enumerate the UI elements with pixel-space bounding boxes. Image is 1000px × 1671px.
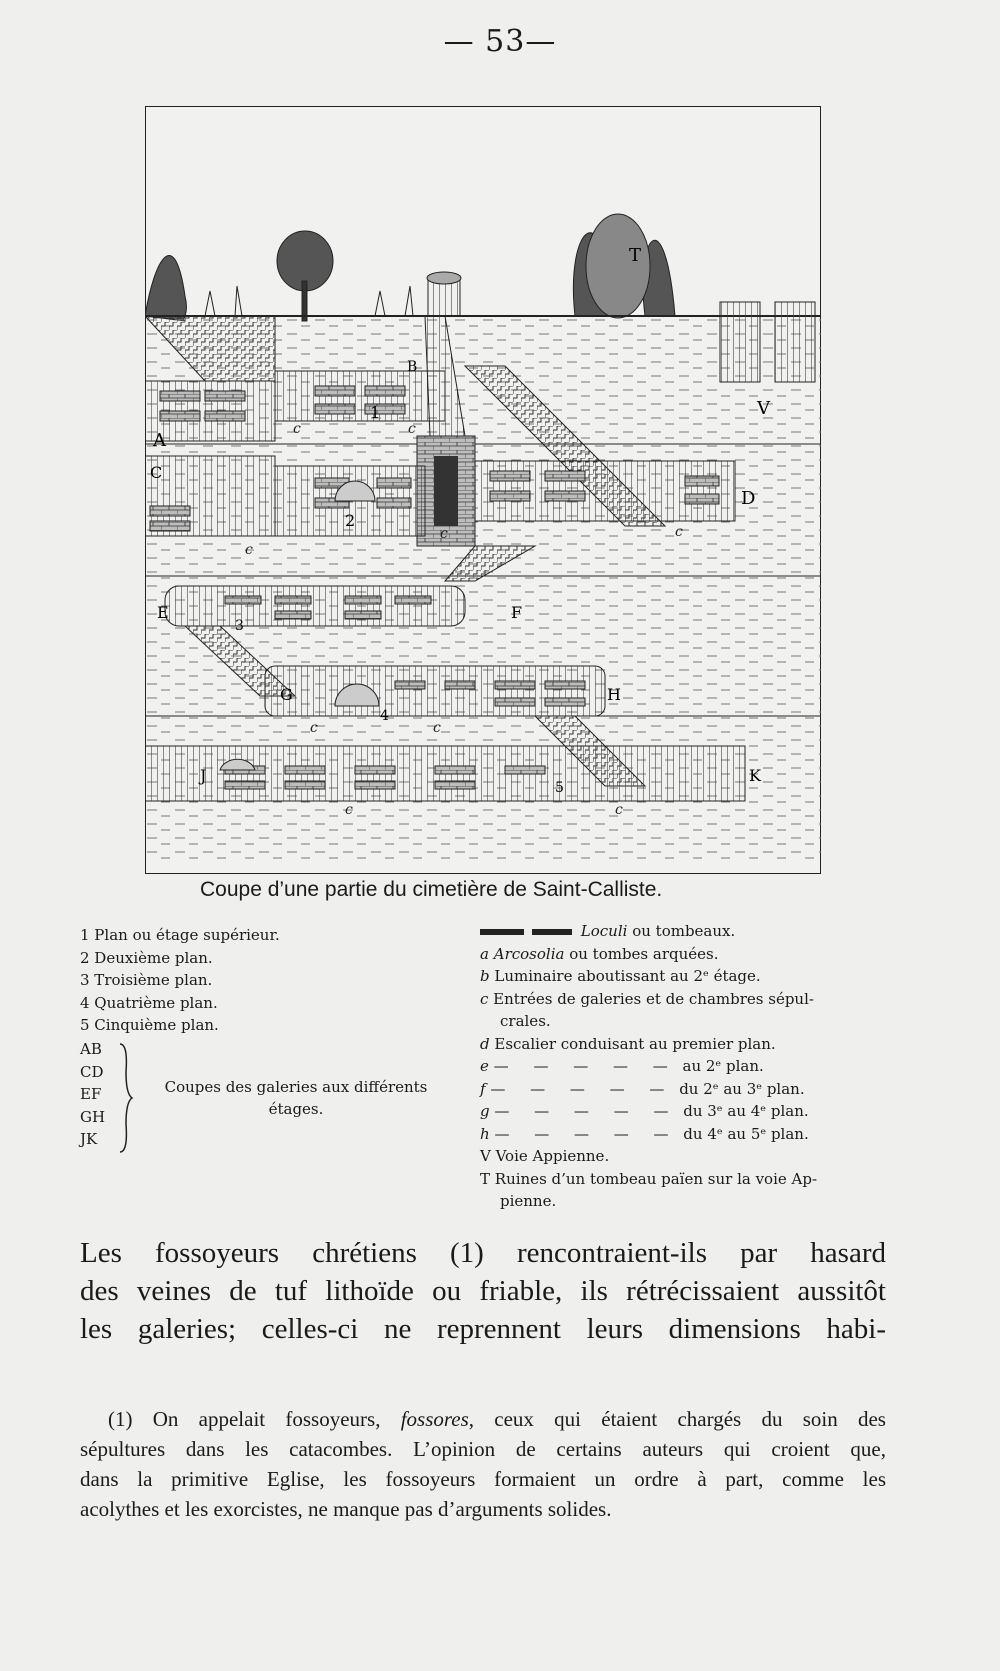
legend-code: GH [80,1107,106,1126]
footnote-line: dans la primitive Eglise, les fossoyeurs formaient un ordre à part, comme les [80,1467,886,1491]
label-c-2: c [408,421,416,437]
label-F: F [511,603,523,622]
label-c-9: c [615,802,623,818]
legend-loculi: Loculi ou tombeaux. [480,920,890,943]
label-c-8: c [345,802,353,818]
legend-b: b Luminaire aboutissant au 2ᵉ étage. [480,967,761,985]
body-line: des veines de tuf lithoïde ou friable, ils rétrécissaient aussitôt [80,1275,886,1307]
legend-sections-label: Coupes des galeries aux différents [164,1078,428,1096]
body-line: Les fossoyeurs chrétiens (1) rencontraient-ils par hasard [80,1237,886,1269]
legend-h: h — — — — — du 4ᵉ au 5ᵉ plan. [480,1124,809,1143]
label-B: B [407,359,418,375]
label-K: K [749,766,761,785]
legend-item: 3 Troisième plan. [80,971,213,989]
label-G: G [280,685,293,704]
label-J: J [200,766,207,785]
label-C: C [150,463,163,482]
footnote-line: sépultures dans les catacombes. L’opinion de certains auteurs qui croient que, [80,1437,886,1461]
legend-code: CD [80,1062,104,1081]
label-2: 2 [345,511,356,530]
legend-g: g — — — — — du 3ᵉ au 4ᵉ plan. [480,1102,809,1120]
legend-a: a Arcosolia ou tombes arquées. [480,944,719,963]
label-T: T [629,245,642,266]
legend-d: d Escalier conduisant au premier plan. [480,1034,776,1053]
legend-c: c Entrées de galeries et de chambres sépul- [480,989,814,1008]
legend-item: 2 Deuxième plan. [80,948,213,967]
label-V: V [757,398,770,419]
label-H: H [607,685,621,704]
legend-sections-label-cont: étages. [268,1100,324,1118]
page-number: — 53— [443,24,557,59]
footnote-line: (1) On appelait fossoyeurs, fossores, ceux qui étaient chargés du soin des [108,1407,886,1431]
legend-t-cont: pienne. [500,1192,557,1210]
legend-f: f — — — — — du 2ᵉ au 3ᵉ plan. [480,1079,805,1098]
body-paragraph [80,1234,886,1348]
label-D: D [741,488,756,509]
label-c-3: c [440,526,448,542]
label-c-6: c [310,720,318,736]
body-line: les galeries; celles-ci ne reprennent leurs dimensions habi- [80,1313,886,1345]
label-3: 3 [235,618,244,634]
label-5: 5 [555,780,564,796]
label-E: E [157,603,169,622]
legend-item: 5 Cinquième plan. [80,1016,219,1034]
figure-caption: Coupe d’une partie du cimetière de Saint-Calliste. [200,878,663,901]
legend-item: 4 Quatrième plan. [80,993,218,1012]
legend-symbols [480,920,890,1213]
legend-c-cont: crales. [500,1012,551,1030]
catacomb-section-engraving [145,106,821,874]
legend-code: AB [80,1040,102,1058]
legend-code: EF [80,1085,102,1103]
legend-item: 1 Plan ou étage supérieur. [80,926,280,944]
label-1: 1 [370,403,381,422]
footnote [80,1404,886,1524]
legend-t: T Ruines d’un tombeau païen sur la voie Ap- [480,1169,818,1188]
footnote-line: acolythes et les exorcistes, ne manque pas d’arguments solides. [80,1497,612,1521]
label-c-5: c [245,542,253,558]
legend-code: JK [80,1130,98,1148]
legend-levels [80,924,440,1037]
loculi-symbol-icon [480,927,576,937]
label-c-7: c [433,720,441,736]
label-A: A [153,430,166,451]
label-4: 4 [380,708,389,724]
label-c-1: c [293,421,301,437]
legend-sections [80,1038,480,1158]
label-c-4: c [675,524,683,540]
legend-e: e — — — — — au 2ᵉ plan. [480,1057,764,1075]
brace-icon [118,1042,134,1154]
legend-v: V Voie Appienne. [480,1147,610,1165]
